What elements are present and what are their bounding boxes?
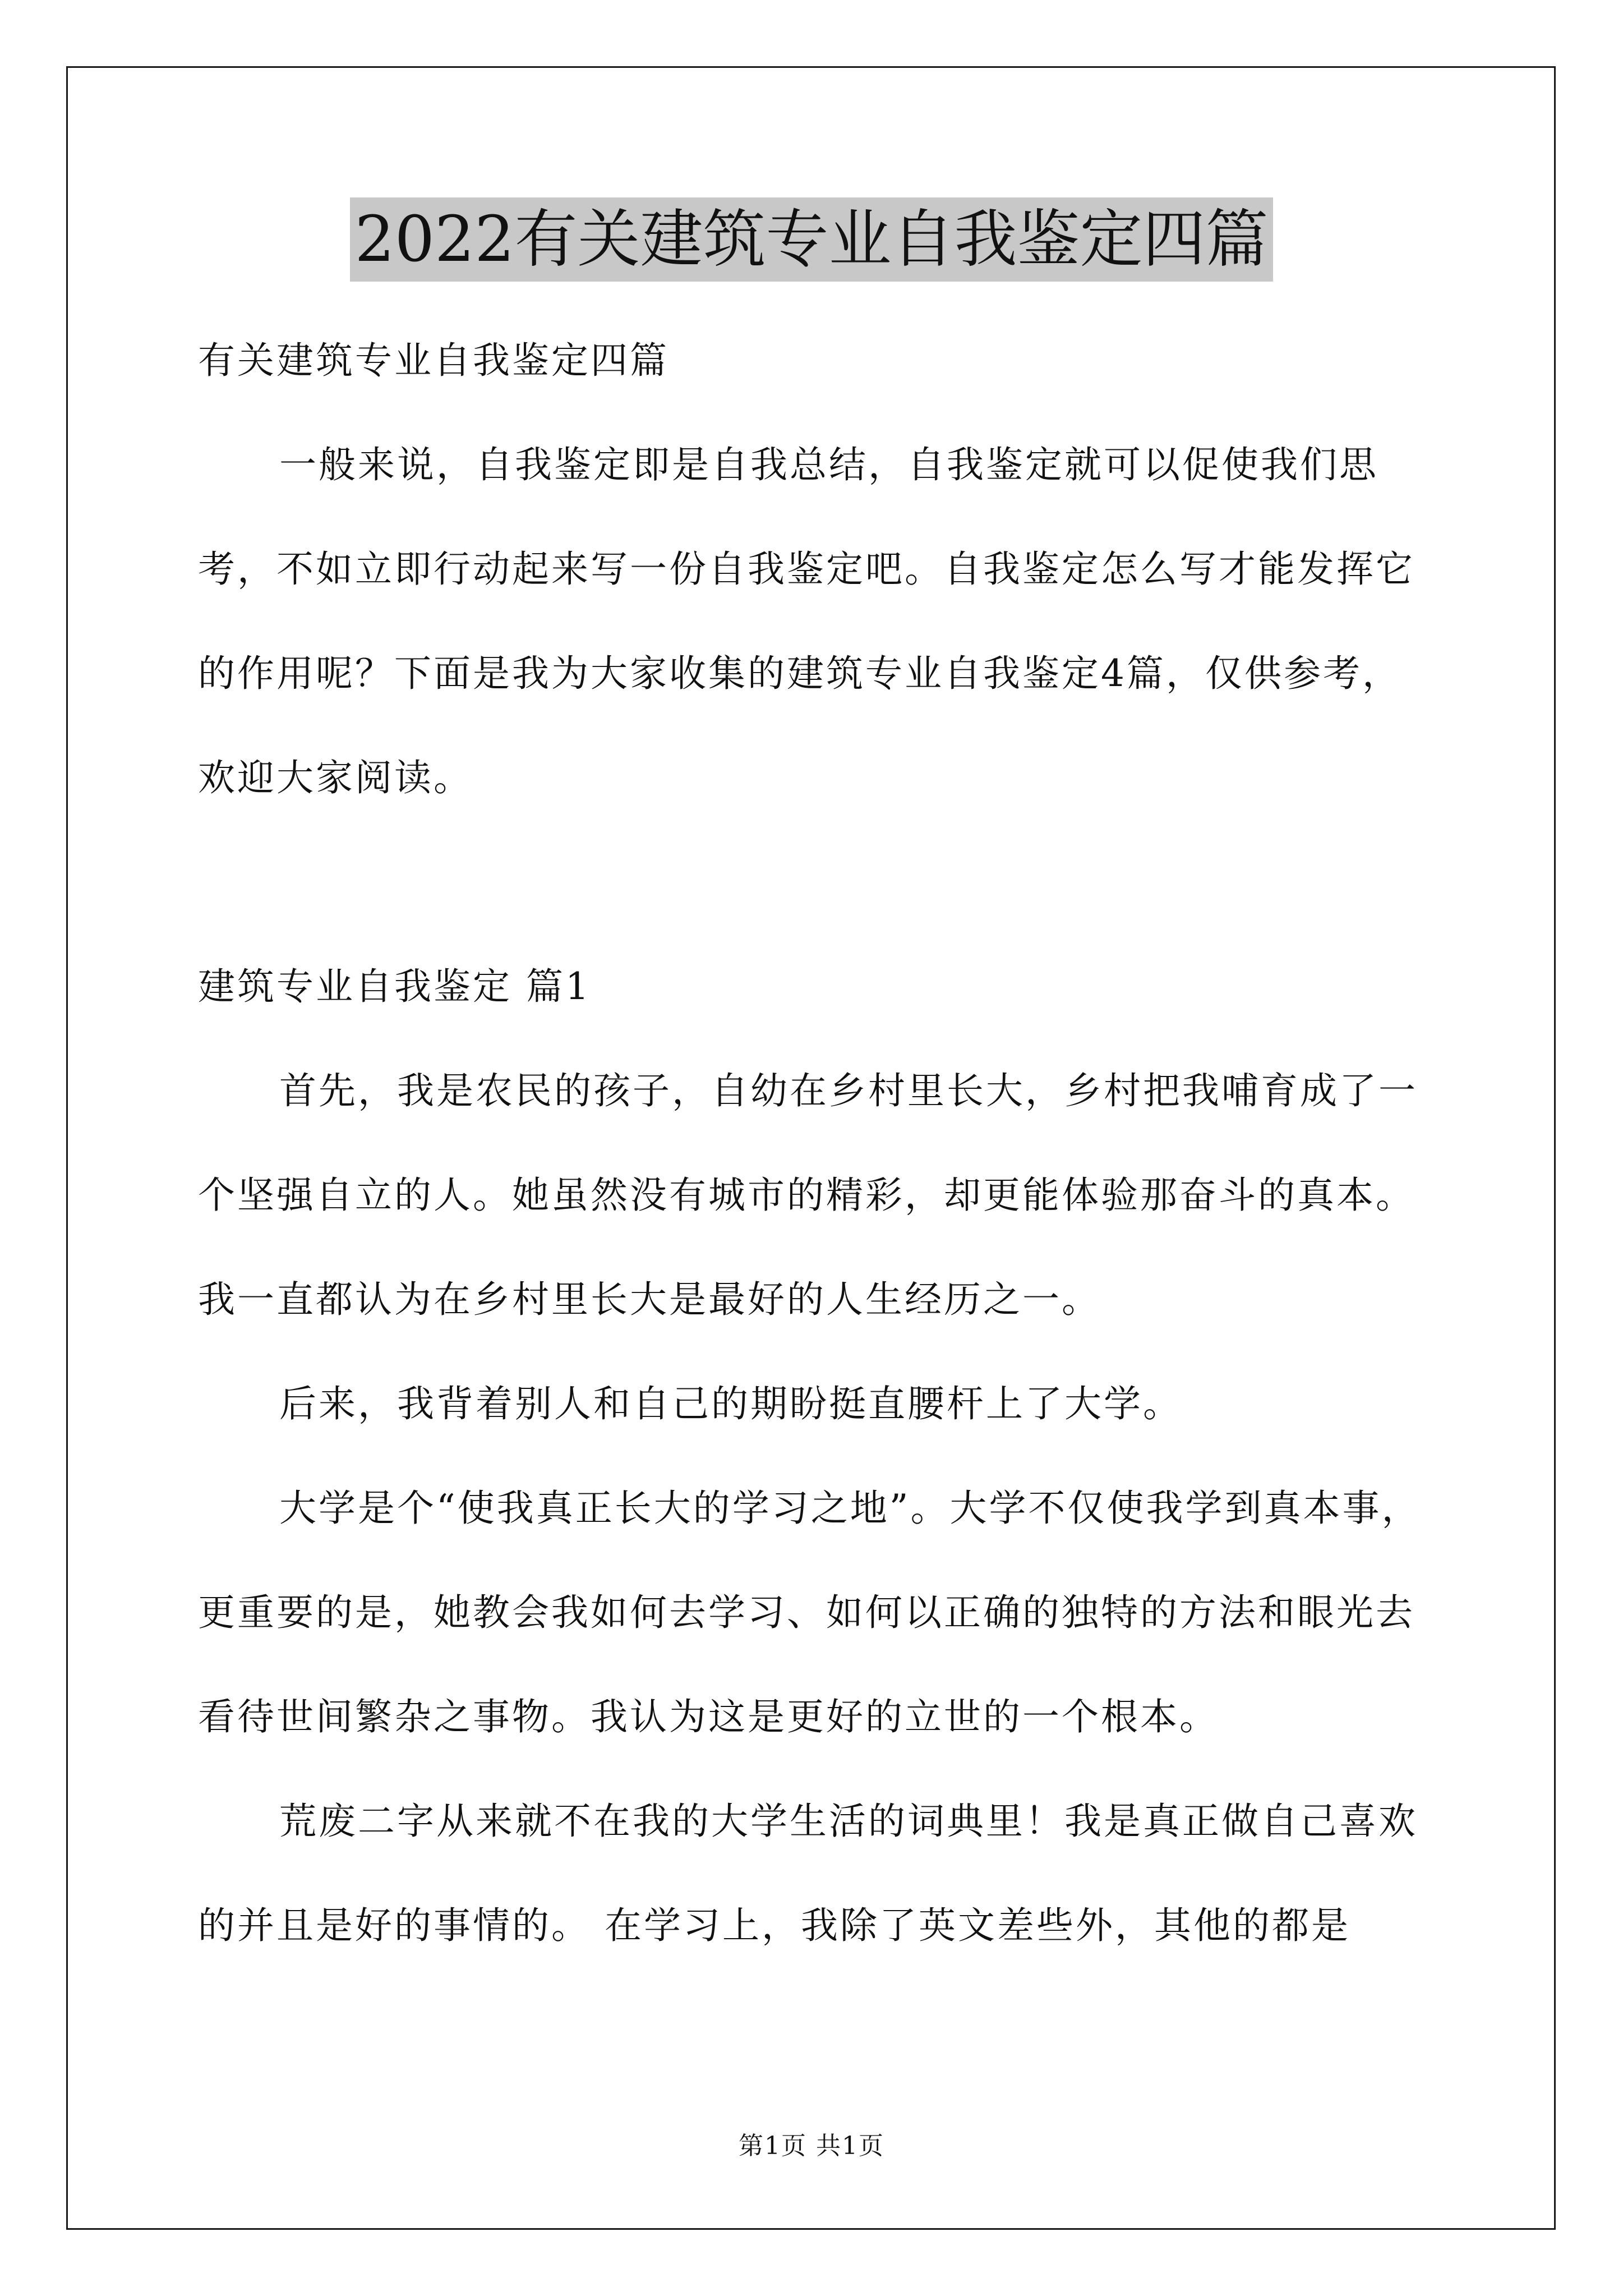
intro-paragraph: 一般来说，自我鉴定即是自我总结，自我鉴定就可以促使我们思考，不如立即行动起来写一份自我鉴定吧。自我鉴定怎么写才能发挥它的作用呢？下面是我为大家收集的建筑专业自我鉴定4篇，仅供参考，欢迎大家阅读。 [198,443,1415,799]
document-body [198,309,1432,1978]
section-heading: 建筑专业自我鉴定 篇1 [198,965,591,1008]
page-footer: 第1页 共1页 [739,2132,884,2160]
body-paragraph: 大学是个“使我真正长大的学习之地”。大学不仅使我学到真本事，更重要的是，她教会我如何去学习、如何以正确的独特的方法和眼光去看待世间繁杂之事物。我认为这是更好的立世的一个根本。 [198,1487,1421,1738]
body-paragraph: 首先，我是农民的孩子，自幼在乡村里长大，乡村把我哺育成了一个坚强自立的人。她虽然没有城市的精彩，却更能体验那奋斗的真本。我一直都认为在乡村里长大是最好的人生经历之一。 [198,1069,1418,1321]
body-paragraph: 后来，我背着别人和自己的期盼挺直腰杆上了大学。 [279,1382,1182,1425]
document-title-text: 2022有关建筑专业自我鉴定四篇 [350,197,1272,282]
body-paragraph: 荒废二字从来就不在我的大学生活的词典里！我是真正做自己喜欢的并且是好的事情的。 在学习上，我除了英文差些外，其他的都是 [198,1800,1418,1947]
paragraph-spacer [198,830,1432,935]
document-title [0,197,1623,282]
document-subtitle: 有关建筑专业自我鉴定四篇 [198,339,669,382]
